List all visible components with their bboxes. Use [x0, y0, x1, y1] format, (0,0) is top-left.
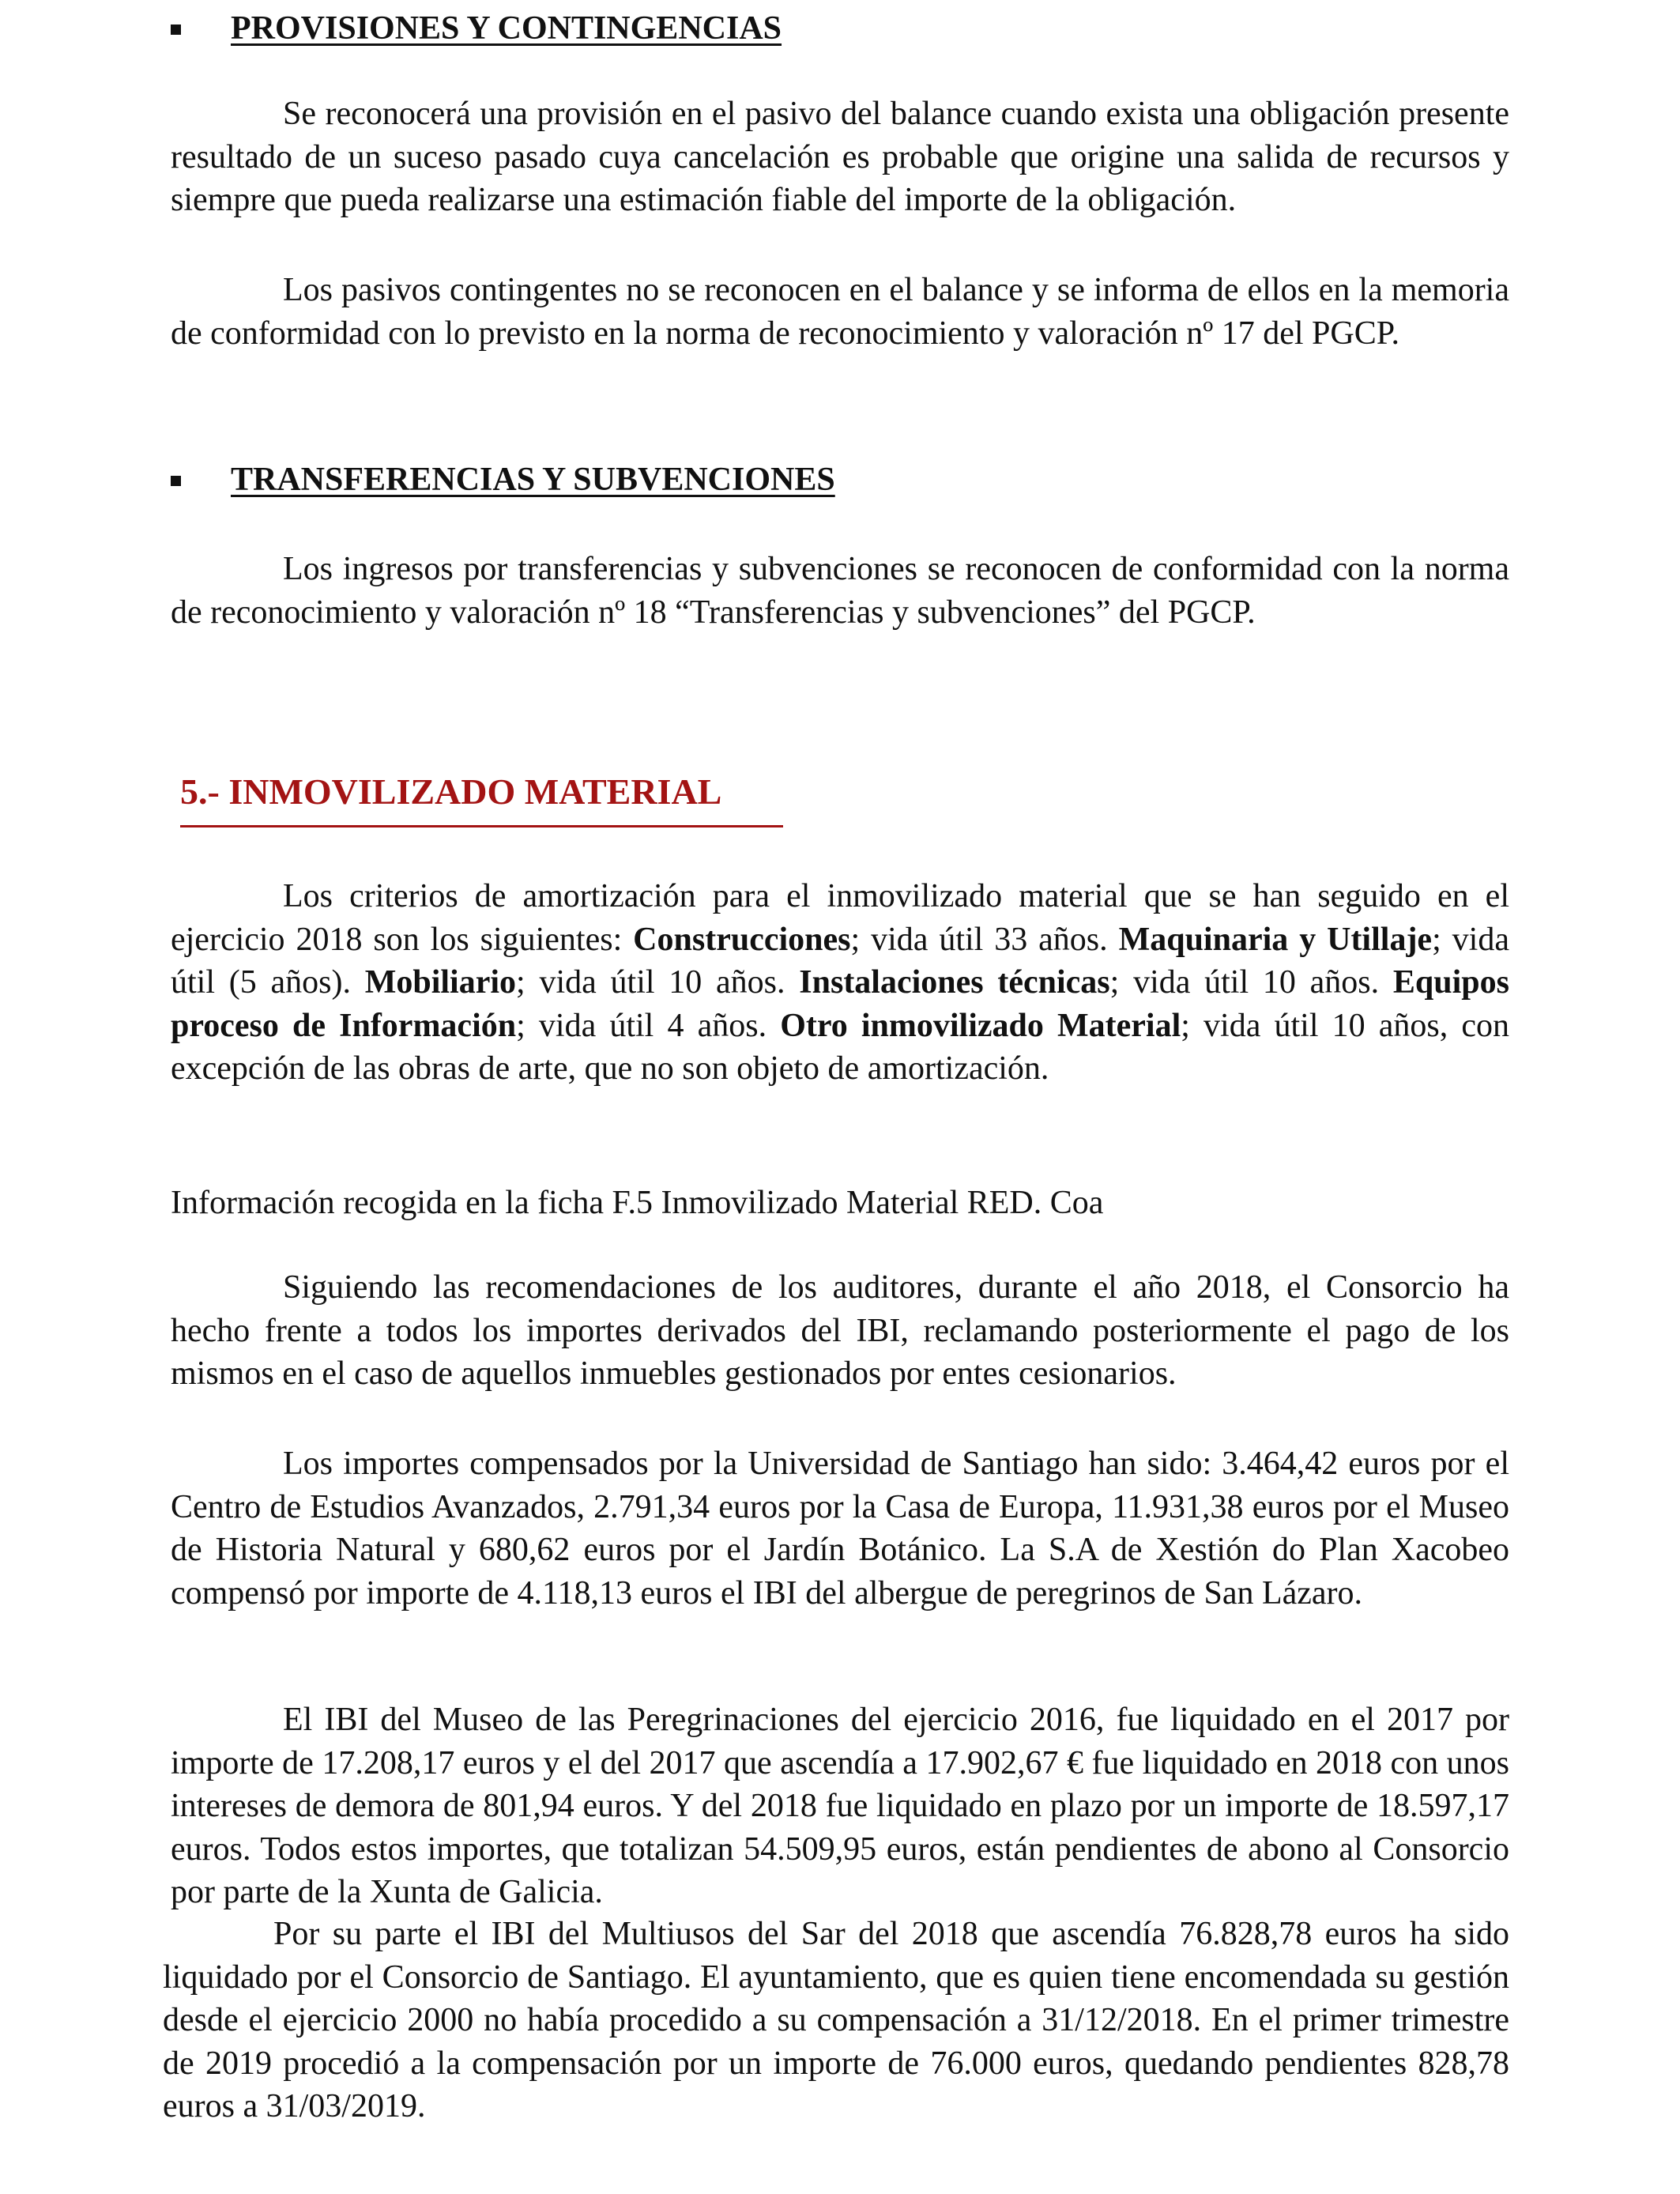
paragraph-museo-peregrinaciones: El IBI del Museo de las Peregrinaciones del ejercicio 2016, fue liquidado en el 2017 por importe de 17.208,17 euros y el del 2017 que ascendía a 17.902,67 € fue liquidado en 2018 con unos intereses de demora de 801,94 euros. Y del 2018 fue liquidado en plazo por un importe de 18.597,17 euros. Todos estos importes, que totalizan 54.509,95 euros, están pendientes de abono al Consorcio por parte de la Xunta de Galicia. [171, 1702, 1509, 1910]
section-title-inmovilizado: 5.- INMOVILIZADO MATERIAL [180, 771, 722, 812]
bullet-square-icon [171, 14, 181, 41]
section-title-underline [180, 825, 783, 827]
paragraph-multiusos-sar: Por su parte el IBI del Multiusos del Sar del 2018 que ascendía 76.828,78 euros ha sido liquidado por el Consorcio de Santiago. El ayuntamiento, que es quien tiene encomendada su gestión desde el ejercicio 2000 no había procedido a su compensación a 31/12/2018. En el primer trimestre de 2019 procedió a la compensación por un importe de 76.000 euros, quedando pendientes 828,78 euros a 31/03/2019. [163, 1916, 1509, 2124]
paragraph-criterios-amortizacion: Los criterios de amortización para el inmovilizado material que se han seguido en el ejercicio 2018 son los siguientes: Construcciones; vida útil 33 años. Maquinaria y Utillaje; vida útil (5 años). Mobiliario; vida útil 10 años. Instalaciones técnicas; vida útil 10 años. Equipos proceso de Información; vida útil 4 años. Otro inmovilizado Material; vida útil 10 años, con excepción de las obras de arte, que no son objeto de amortización. [171, 878, 1509, 1087]
paragraph-ibi-auditores: Siguiendo las recomendaciones de los auditores, durante el año 2018, el Consorcio ha hecho frente a todos los importes derivados del IBI, reclamando posteriormente el pago de los mismos en el caso de aquellos inmuebles gestionados por entes cesionarios. [171, 1269, 1509, 1392]
heading-provisiones-text: PROVISIONES Y CONTINGENCIAS [231, 10, 782, 47]
paragraph-provisiones-2: Los pasivos contingentes no se reconocen en el balance y se informa de ellos en la memoria de conformidad con lo previsto en la norma de reconocimiento y valoración nº 17 del PGCP. [171, 272, 1509, 352]
paragraph-transferencias: Los ingresos por transferencias y subvenciones se reconocen de conformidad con la norma de reconocimiento y valoración nº 18 “Transferencias y subvenciones” del PGCP. [171, 551, 1509, 631]
bullet-square-icon [171, 466, 181, 492]
paragraph-info-ficha: Información recogida en la ficha F.5 Inmovilizado Material RED. Coa [171, 1185, 1104, 1221]
heading-provisiones [231, 9, 782, 47]
heading-transferencias [231, 461, 835, 499]
paragraph-importes-compensados: Los importes compensados por la Universidad de Santiago han sido: 3.464,42 euros por el Centro de Estudios Avanzados, 2.791,34 euros por la Casa de Europa, 11.931,38 euros por el Museo de Historia Natural y 680,62 euros por el Jardín Botánico. La S.A de Xestión do Plan Xacobeo compensó por importe de 4.118,13 euros el IBI del albergue de peregrinos de San Lázaro. [171, 1446, 1509, 1612]
paragraph-provisiones-1: Se reconocerá una provisión en el pasivo del balance cuando exista una obligación presente resultado de un suceso pasado cuya cancelación es probable que origine una salida de recursos y siempre que pueda realizarse una estimación fiable del importe de la obligación. [171, 96, 1509, 218]
heading-transferencias-text: TRANSFERENCIAS Y SUBVENCIONES [231, 462, 835, 498]
